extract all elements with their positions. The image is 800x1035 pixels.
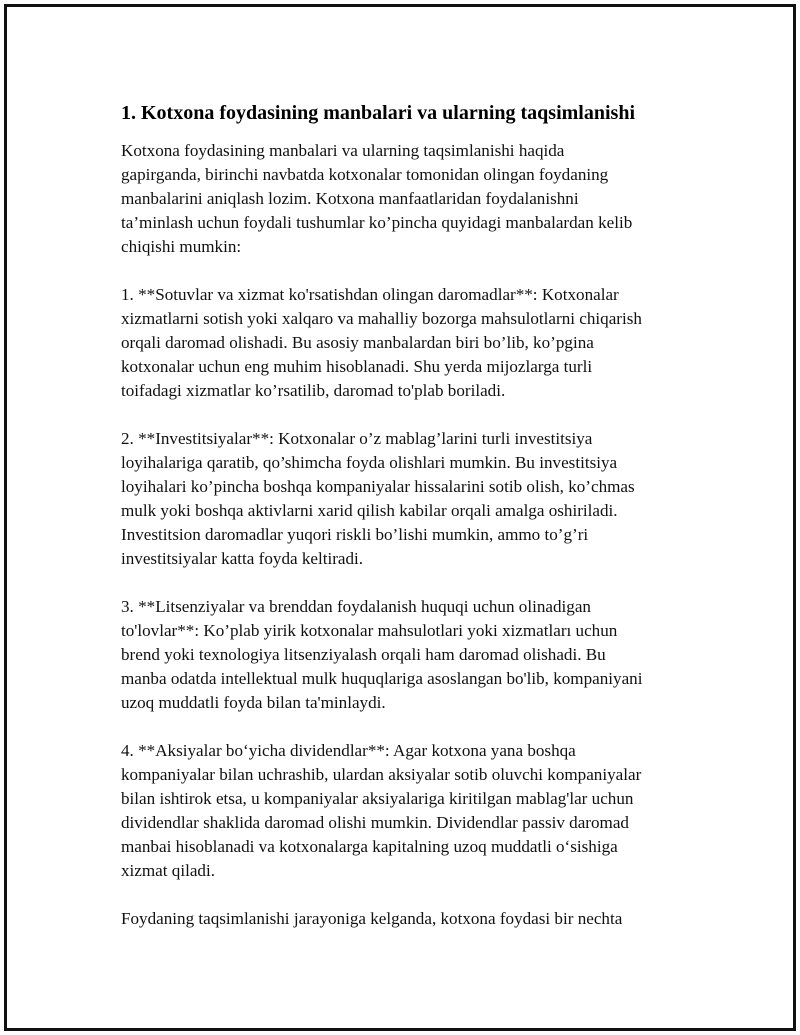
text-line: Foydaning taqsimlanishi jarayoniga kelganda, kotxona foydasi bir nechta — [121, 909, 623, 928]
text-line: ta’minlash uchun foydali tushumlar ko’pincha quyidagi manbalardan kelib — [121, 213, 633, 232]
text-line: 2. **Investitsiyalar**: Kotxonalar o’z mablag’larini turli investitsiya — [121, 429, 593, 448]
text-line: loyihalariga qaratib, qo’shimcha foyda olishlari mumkin. Bu investitsiya — [121, 453, 618, 472]
text-line: manbalarini aniqlash lozim. Kotxona manfaatlaridan foydalanishni — [121, 189, 579, 208]
document-title: 1. Kotxona foydasining manbalari va ularning taqsimlanishi — [121, 102, 636, 124]
text-line: chiqishi mumkin: — [121, 237, 242, 256]
text-line: to'lovlar**: Ko’plab yirik kotxonalar mahsulotlari yoki xizmatları uchun — [121, 621, 618, 640]
paragraph-sales — [121, 283, 701, 403]
paragraph-intro — [121, 139, 701, 259]
text-line: xizmat qiladi. — [121, 861, 215, 880]
text-line: 4. **Aksiyalar bo‘yicha dividendlar**: Agar kotxona yana boshqa — [121, 741, 576, 760]
text-line: Investitsion daromadlar yuqori riskli bo’lishi mumkin, ammo to’g’ri — [121, 525, 589, 544]
text-line: 3. **Litsenziyalar va brenddan foydalanish huquqi uchun olinadigan — [121, 597, 591, 616]
document-body — [121, 99, 701, 955]
paragraph-licenses — [121, 595, 701, 715]
text-line: gapirganda, birinchi navbatda kotxonalar tomonidan olingan foydaning — [121, 165, 609, 184]
paragraph-distribution — [121, 907, 701, 931]
text-line: loyihalari ko’pincha boshqa kompaniyalar hissalarini sotib olish, ko’chmas — [121, 477, 635, 496]
paragraph-dividends — [121, 739, 701, 883]
text-line: xizmatlarni sotish yoki xalqaro va mahalliy bozorga mahsulotlarni chiqarish — [121, 309, 642, 328]
page-frame — [4, 4, 796, 1031]
text-line: orqali daromad olishadi. Bu asosiy manbalardan biri bo’lib, ko’pgina — [121, 333, 594, 352]
text-line: brend yoki texnologiya litsenziyalash orqali ham daromad olishadi. Bu — [121, 645, 606, 664]
text-line: bilan ishtirok etsa, u kompaniyalar aksiyalariga kiritilgan mablag'lar uchun — [121, 789, 634, 808]
text-line: manbai hisoblanadi va kotxonalarga kapitalning uzoq muddatli o‘sishiga — [121, 837, 618, 856]
text-line: dividendlar shaklida daromad olishi mumkin. Dividendlar passiv daromad — [121, 813, 629, 832]
text-line: investitsiyalar katta foyda keltiradi. — [121, 549, 364, 568]
text-line: kompaniyalar bilan uchrashib, ulardan aksiyalar sotib oluvchi kompaniyalar — [121, 765, 642, 784]
text-line: uzoq muddatli foyda bilan ta'minlaydi. — [121, 693, 386, 712]
paragraph-investments — [121, 427, 701, 571]
text-line: 1. **Sotuvlar va xizmat ko'rsatishdan olingan daromadlar**: Kotxonalar — [121, 285, 619, 304]
text-line: toifadagi xizmatlar ko’rsatilib, daromad to'plab boriladi. — [121, 381, 506, 400]
text-line: kotxonalar uchun eng muhim hisoblanadi. Shu yerda mijozlarga turli — [121, 357, 593, 376]
text-line: manba odatda intellektual mulk huquqlariga asoslangan bo'lib, kompaniyani — [121, 669, 643, 688]
text-line: Kotxona foydasining manbalari va ularning taqsimlanishi haqida — [121, 141, 565, 160]
text-line: mulk yoki boshqa aktivlarni xarid qilish kabilar orqali amalga oshiriladi. — [121, 501, 618, 520]
